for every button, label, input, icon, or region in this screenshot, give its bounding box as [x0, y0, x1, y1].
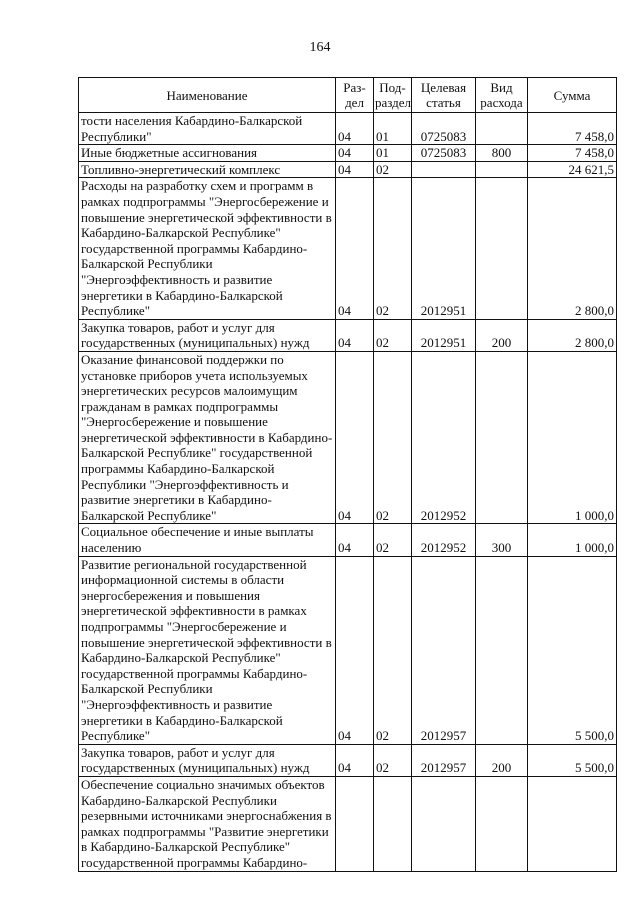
row-name: Социальное обеспечение и иные выплаты населению — [79, 524, 336, 556]
header-subsection: Под- раздел — [374, 78, 412, 113]
row-name: Обеспечение социально значимых объектов Кабардино-Балкарской Республики резервными источниками энергоснабжения в рамках подпрограммы "Развитие энергетики в Кабардино-Балкарской Республике" государственной программы Кабардино- — [79, 776, 336, 871]
table-row — [79, 556, 617, 744]
row-section: 04 — [336, 524, 374, 556]
row-target: 2012952 — [412, 524, 476, 556]
row-sum: 1 000,0 — [528, 524, 617, 556]
row-name: Иные бюджетные ассигнования — [79, 145, 336, 162]
row-subsection: 02 — [374, 524, 412, 556]
row-name: Развитие региональной государственной информационной системы в области энергосбережения и повышения энергетической эффективности в рамках подпрограммы "Энергосбережение и повышение энергетической эффективности в Кабардино-Балкарской Республике" государственной программы Кабардино-Балкарской Республики "Энергоэффективность и развитие энергетики в Кабардино-Балкарской Республике" — [79, 556, 336, 744]
row-target — [412, 776, 476, 871]
row-subsection: 02 — [374, 744, 412, 776]
row-subsection: 01 — [374, 113, 412, 145]
table-row — [79, 744, 617, 776]
row-sum: 2 800,0 — [528, 319, 617, 351]
row-expense-type — [476, 113, 528, 145]
row-subsection: 02 — [374, 161, 412, 178]
row-expense-type — [476, 556, 528, 744]
row-section: 04 — [336, 145, 374, 162]
row-name: Закупка товаров, работ и услуг для государственных (муниципальных) нужд — [79, 319, 336, 351]
row-target: 0725083 — [412, 113, 476, 145]
header-section: Раз- дел — [336, 78, 374, 113]
row-sum: 5 500,0 — [528, 744, 617, 776]
row-expense-type: 300 — [476, 524, 528, 556]
row-name: Расходы на разработку схем и программ в рамках подпрограммы "Энергосбережение и повышение энергетической эффективности в Кабардино-Балкарской Республике" государственной программы Кабардино-Балкарской Республики "Энергоэффективность и развитие энергетики в Кабардино-Балкарской Республике" — [79, 178, 336, 319]
row-name: Закупка товаров, работ и услуг для государственных (муниципальных) нужд — [79, 744, 336, 776]
row-expense-type: 800 — [476, 145, 528, 162]
row-subsection: 02 — [374, 319, 412, 351]
row-sum: 24 621,5 — [528, 161, 617, 178]
row-section — [336, 776, 374, 871]
row-target: 2012957 — [412, 744, 476, 776]
row-target — [412, 161, 476, 178]
row-target: 2012951 — [412, 178, 476, 319]
row-section: 04 — [336, 319, 374, 351]
row-name: тости населения Кабардино-Балкарской Республики" — [79, 113, 336, 145]
row-name: Оказание финансовой поддержки по установке приборов учета используемых энергетических ресурсов малоимущим гражданам в рамках подпрограммы "Энергосбережение и повышение энергетической эффективности в Кабардино-Балкарской Республике" государственной программы Кабардино-Балкарской Республики "Энергоэффективность и развитие энергетики в Кабардино-Балкарской Республике" — [79, 351, 336, 524]
row-target: 2012951 — [412, 319, 476, 351]
row-section: 04 — [336, 178, 374, 319]
row-subsection: 02 — [374, 556, 412, 744]
table-body — [79, 113, 617, 872]
row-subsection: 02 — [374, 178, 412, 319]
header-sum: Сумма — [528, 78, 617, 113]
row-section: 04 — [336, 556, 374, 744]
row-target: 0725083 — [412, 145, 476, 162]
budget-table — [78, 77, 617, 872]
row-expense-type — [476, 161, 528, 178]
row-expense-type — [476, 776, 528, 871]
row-target: 2012952 — [412, 351, 476, 524]
row-sum — [528, 776, 617, 871]
row-expense-type — [476, 351, 528, 524]
row-section: 04 — [336, 113, 374, 145]
header-target: Целевая статья — [412, 78, 476, 113]
table-row — [79, 776, 617, 871]
table-header-row — [79, 78, 617, 113]
header-expense-type: Вид расхода — [476, 78, 528, 113]
table-row — [79, 113, 617, 145]
row-sum: 5 500,0 — [528, 556, 617, 744]
row-section: 04 — [336, 351, 374, 524]
row-sum: 7 458,0 — [528, 113, 617, 145]
row-sum: 7 458,0 — [528, 145, 617, 162]
row-name: Топливно-энергетический комплекс — [79, 161, 336, 178]
header-name: Наименование — [79, 78, 336, 113]
row-section: 04 — [336, 161, 374, 178]
row-expense-type: 200 — [476, 319, 528, 351]
table-row — [79, 178, 617, 319]
table-row — [79, 351, 617, 524]
row-expense-type — [476, 178, 528, 319]
table-row — [79, 161, 617, 178]
page-number: 164 — [309, 40, 331, 55]
row-subsection — [374, 776, 412, 871]
table-row — [79, 145, 617, 162]
row-subsection: 01 — [374, 145, 412, 162]
row-section: 04 — [336, 744, 374, 776]
row-expense-type: 200 — [476, 744, 528, 776]
row-subsection: 02 — [374, 351, 412, 524]
row-target: 2012957 — [412, 556, 476, 744]
table-row — [79, 319, 617, 351]
row-sum: 2 800,0 — [528, 178, 617, 319]
table-row — [79, 524, 617, 556]
row-sum: 1 000,0 — [528, 351, 617, 524]
